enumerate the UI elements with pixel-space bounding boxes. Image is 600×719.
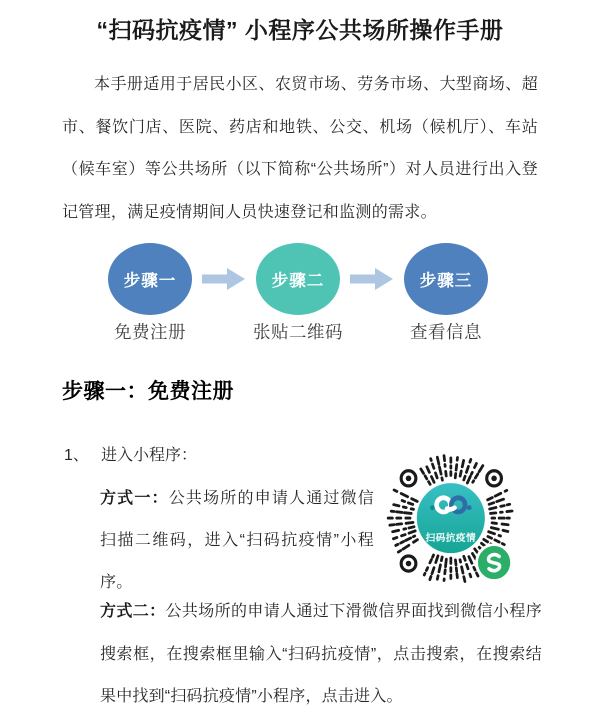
qr-position-marker-bottom-left [401, 556, 416, 571]
method-1-label: 方式一： [100, 490, 169, 507]
step-3-label: 查看信息 [394, 320, 498, 344]
step-1 [98, 243, 202, 344]
section-step1-body [62, 445, 538, 719]
section-heading: 步骤一：免费注册 [62, 379, 538, 405]
arrow-right-icon [202, 268, 246, 295]
page-title: “扫码抗疫情” 小程序公共场所操作手册 [62, 14, 538, 46]
list-item-title: 进入小程序： [101, 445, 197, 467]
qr-center-label: 扫码抗疫情 [426, 531, 477, 544]
method-1-text: 公共场所的申请人通过微信扫描二维码，进入“扫码抗疫情”小程序。 [100, 490, 374, 591]
intro-paragraph: 本手册适用于居民小区、农贸市场、劳务市场、大型商场、超市、餐饮门店、医院、药店和地铁、公交、机场（候机厅）、车站（候车室）等公共场所（以下简称“公共场所”）对人员进行出入登记管理，满足疫情期间人员快速登记和监测的需求。 [62, 64, 538, 234]
method-1-paragraph [100, 478, 374, 604]
step-1-badge: 步骤一 [108, 243, 192, 315]
step-2-label: 张贴二维码 [246, 320, 350, 344]
step-1-label: 免费注册 [98, 320, 202, 344]
step-3 [394, 243, 498, 344]
method-2-label: 方式二： [100, 603, 166, 620]
arrow-right-icon [350, 268, 394, 295]
method-2-paragraph [100, 591, 542, 719]
step-2 [246, 243, 350, 344]
step-2-badge: 步骤二 [256, 243, 340, 315]
mini-program-qr-code [380, 449, 518, 591]
method-2-text: 公共场所的申请人通过下滑微信界面找到微信小程序搜索框，在搜索框里输入“扫码抗疫情”，点击搜索，在搜索结果中找到“扫码抗疫情”小程序，点击进入。 [100, 603, 542, 705]
steps-flow-diagram [62, 243, 538, 344]
wechat-mini-program-icon [477, 545, 512, 581]
list-item-number: 1、 [62, 445, 101, 467]
qr-center-logo [417, 483, 485, 553]
step-3-badge: 步骤三 [404, 243, 488, 315]
qr-position-marker-top-right [487, 471, 502, 486]
qr-position-marker-top-left [401, 471, 416, 486]
